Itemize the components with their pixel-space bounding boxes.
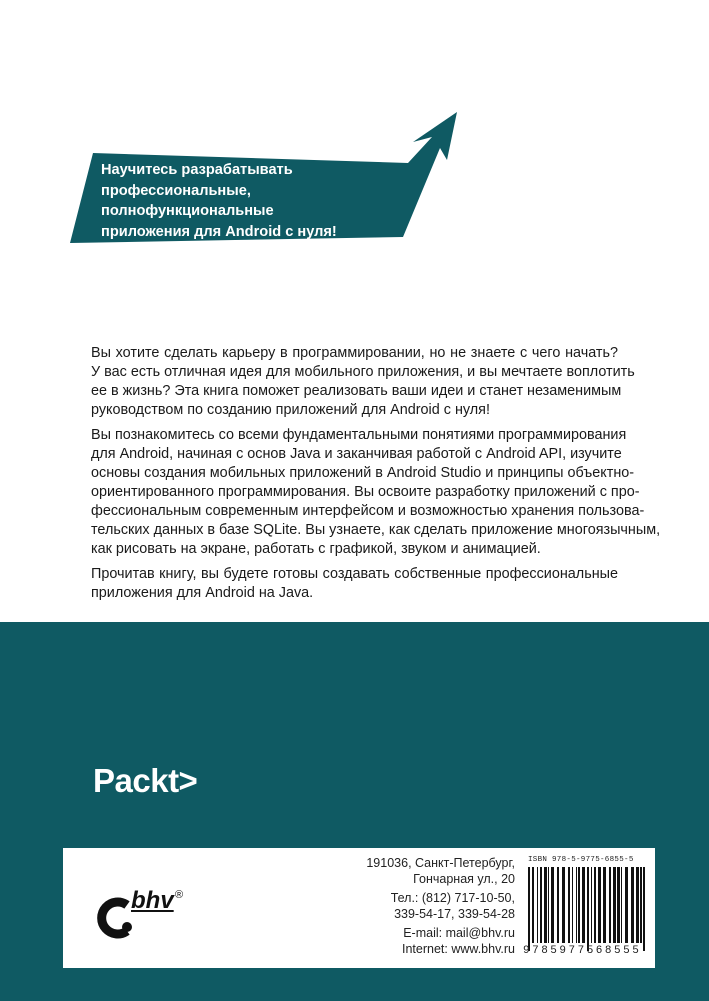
barcode-bar bbox=[551, 867, 554, 943]
phone-line: 339-54-17, 339-54-28 bbox=[394, 906, 515, 921]
text-line: руководством по созданию приложений для Android с нуля! bbox=[91, 402, 490, 418]
barcode-bar bbox=[576, 867, 577, 943]
barcode-bar bbox=[532, 867, 534, 943]
barcode-bar bbox=[578, 867, 580, 943]
isbn-label: ISBN 978-5-9775-6855-5 bbox=[528, 856, 634, 864]
barcode-bar bbox=[640, 867, 642, 943]
barcode-bar bbox=[631, 867, 634, 943]
paragraph bbox=[91, 565, 618, 603]
text-line: приложения для Android на Java. bbox=[91, 585, 314, 601]
text-line: ориентированного программирования. Вы освоите разработку приложений с про- bbox=[91, 484, 640, 500]
text-line: Вы хотите сделать карьеру в программировании, но не знаете с чего начать? bbox=[91, 345, 618, 361]
packt-logo: Packt> bbox=[93, 762, 198, 799]
barcode-bar bbox=[625, 867, 628, 943]
barcode-bar bbox=[582, 867, 585, 943]
barcode-bar bbox=[617, 867, 620, 943]
tagline-line: приложения для Android с нуля! bbox=[101, 223, 337, 240]
barcode-bar bbox=[587, 867, 589, 951]
tagline-line: полнофункциональные bbox=[101, 203, 274, 219]
tagline-line: профессиональные, bbox=[101, 182, 251, 199]
text-line: фессиональным современным интерфейсом и возможностью хранения пользова- bbox=[91, 503, 645, 519]
tagline-line: Научитесь разрабатывать bbox=[101, 162, 293, 178]
barcode-bar bbox=[562, 867, 565, 943]
website-line: Internet: www.bhv.ru bbox=[401, 941, 515, 956]
barcode-bar bbox=[643, 867, 645, 951]
barcode-bar bbox=[594, 867, 596, 943]
barcode-bar bbox=[591, 867, 592, 943]
barcode-bar bbox=[537, 867, 538, 943]
barcode-bar bbox=[548, 867, 549, 943]
barcode-bar bbox=[613, 867, 616, 943]
barcode-bar bbox=[598, 867, 601, 943]
barcode bbox=[528, 867, 648, 951]
barcode-bar bbox=[544, 867, 547, 943]
barcode-bar bbox=[609, 867, 611, 943]
text-line: для Android, начиная с основ Java и заканчивая работой с Android API, изучите bbox=[91, 446, 622, 462]
phone-line: Тел.: (812) 717-10-50, bbox=[390, 891, 515, 905]
address-line: Гончарная ул., 20 bbox=[413, 871, 515, 886]
description-text bbox=[91, 344, 661, 609]
text-line: как рисовать на экране, работать с графикой, звуком и анимацией. bbox=[91, 541, 541, 557]
barcode-bar bbox=[568, 867, 570, 943]
text-line: ее в жизнь? Эта книга поможет реализовать ваши идеи и станет незаменимым bbox=[91, 383, 622, 399]
paragraph bbox=[91, 426, 661, 559]
email-line: E-mail: mail@bhv.ru bbox=[403, 926, 515, 940]
barcode-digits: 9785977568555 bbox=[523, 945, 642, 957]
barcode-bar bbox=[528, 867, 530, 951]
text-line: тельских данных в базе SQLite. Вы узнаете, как сделать приложение многоязычным, bbox=[91, 522, 661, 538]
bhv-logo: bhv ® bbox=[93, 883, 193, 943]
text-line: Вы познакомитесь со всеми фундаментальными понятиями программирования bbox=[91, 427, 627, 443]
text-line: Прочитав книгу, вы будете готовы создавать собственные профессиональные bbox=[91, 566, 618, 582]
barcode-bar bbox=[557, 867, 559, 943]
text-line: У вас есть отличная идея для мобильного приложения, и вы мечтаете воплотить bbox=[91, 364, 635, 380]
publisher-info-box bbox=[63, 848, 655, 968]
barcode-bar bbox=[603, 867, 606, 943]
address-line: 191036, Санкт-Петербург, bbox=[366, 856, 515, 870]
barcode-bar bbox=[621, 867, 622, 943]
paragraph bbox=[91, 344, 635, 420]
banner-tagline bbox=[101, 160, 401, 242]
barcode-bar bbox=[540, 867, 542, 943]
publisher-contacts bbox=[366, 856, 515, 957]
text-line: основы создания мобильных приложений в Android Studio и принципы объектно- bbox=[91, 465, 635, 481]
barcode-bar bbox=[572, 867, 573, 943]
barcode-bar bbox=[636, 867, 639, 943]
